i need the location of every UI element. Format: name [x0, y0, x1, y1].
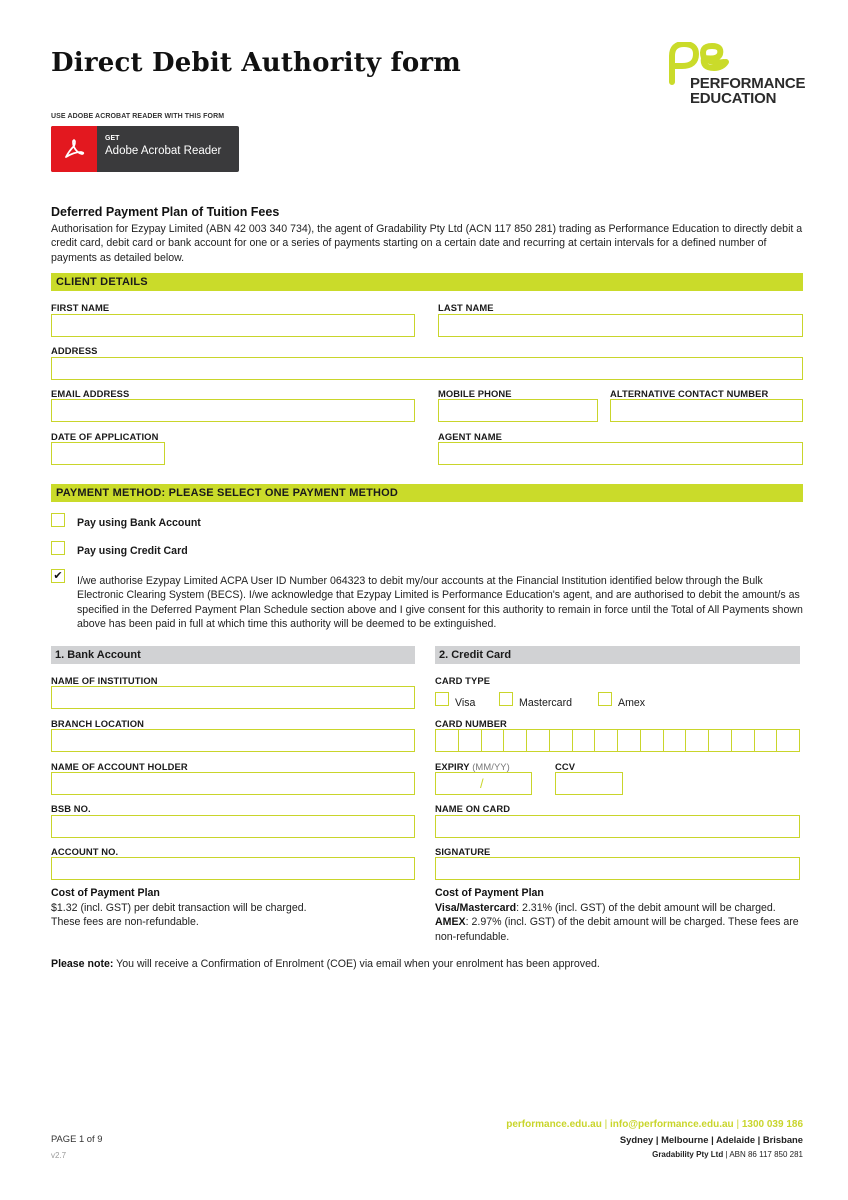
bank-account-header: 1. Bank Account: [51, 646, 415, 664]
alt-contact-input[interactable]: [610, 399, 803, 422]
card-digit-box[interactable]: [732, 730, 755, 751]
authorise-checkbox[interactable]: ✔: [51, 569, 65, 583]
page-title: Direct Debit Authority form: [51, 48, 461, 78]
card-digit-box[interactable]: [504, 730, 527, 751]
footer-contacts: performance.edu.au | info@performance.edu.au | 1300 039 186: [506, 1119, 803, 1130]
card-digit-box[interactable]: [595, 730, 618, 751]
version-label: v2.7: [51, 1151, 67, 1160]
card-digit-box[interactable]: [755, 730, 778, 751]
card-digit-box[interactable]: [709, 730, 732, 751]
expiry-label: EXPIRY (MM/YY): [435, 761, 510, 772]
intro-heading: Deferred Payment Plan of Tuition Fees: [51, 205, 280, 219]
acrobat-icon: [51, 126, 97, 172]
branch-input[interactable]: [51, 729, 415, 752]
expiry-separator: /: [480, 776, 484, 791]
email-input[interactable]: [51, 399, 415, 422]
card-digit-box[interactable]: [573, 730, 596, 751]
visa-checkbox[interactable]: [435, 692, 449, 706]
card-digit-box[interactable]: [664, 730, 687, 751]
mobile-label: MOBILE PHONE: [438, 388, 512, 399]
branch-label: BRANCH LOCATION: [51, 718, 144, 729]
phone-link[interactable]: 1300 039 186: [741, 1119, 803, 1130]
mastercard-label: Mastercard: [519, 697, 572, 709]
card-digit-box[interactable]: [527, 730, 550, 751]
institution-label: NAME OF INSTITUTION: [51, 675, 158, 686]
mobile-input[interactable]: [438, 399, 598, 422]
date-of-application-input[interactable]: [51, 442, 165, 465]
bank-account-option-label: Pay using Bank Account: [77, 517, 201, 529]
email-label: EMAIL ADDRESS: [51, 388, 130, 399]
card-cost-heading: Cost of Payment Plan: [435, 887, 544, 899]
card-digit-box[interactable]: [641, 730, 664, 751]
card-digit-box[interactable]: [777, 730, 799, 751]
first-name-label: FIRST NAME: [51, 302, 110, 313]
account-no-input[interactable]: [51, 857, 415, 880]
credit-card-checkbox[interactable]: [51, 541, 65, 555]
bank-cost-text: $1.32 (incl. GST) per debit transaction will be charged. These fees are non-refundable.: [51, 902, 307, 929]
account-holder-label: NAME OF ACCOUNT HOLDER: [51, 761, 188, 772]
first-name-input[interactable]: [51, 314, 415, 337]
last-name-input[interactable]: [438, 314, 803, 337]
page-number: PAGE 1 of 9: [51, 1133, 103, 1144]
email-link[interactable]: info@performance.edu.au: [609, 1119, 734, 1130]
card-number-input[interactable]: [435, 729, 800, 752]
card-digit-box[interactable]: [618, 730, 641, 751]
mastercard-checkbox[interactable]: [499, 692, 513, 706]
visa-label: Visa: [455, 697, 476, 709]
bank-cost-heading: Cost of Payment Plan: [51, 887, 160, 899]
card-digit-box[interactable]: [459, 730, 482, 751]
bsb-input[interactable]: [51, 815, 415, 838]
account-holder-input[interactable]: [51, 772, 415, 795]
ccv-input[interactable]: [555, 772, 623, 795]
last-name-label: LAST NAME: [438, 302, 494, 313]
name-on-card-label: NAME ON CARD: [435, 803, 511, 814]
date-of-application-label: DATE OF APPLICATION: [51, 431, 159, 442]
card-digit-box[interactable]: [550, 730, 573, 751]
acrobat-name-label: Adobe Acrobat Reader: [105, 145, 222, 157]
amex-label: Amex: [618, 697, 646, 709]
account-no-label: ACCOUNT NO.: [51, 846, 119, 857]
alt-contact-label: ALTERNATIVE CONTACT NUMBER: [610, 388, 769, 399]
ccv-label: CCV: [555, 761, 576, 772]
please-note: Please note: You will receive a Confirmation of Enrolment (COE) via email when your enrolment has been approved.: [51, 958, 600, 970]
card-digit-box[interactable]: [482, 730, 505, 751]
card-number-label: CARD NUMBER: [435, 718, 507, 729]
intro-text: Authorisation for Ezypay Limited (ABN 42 003 340 734), the agent of Gradability Pty Ltd (ACN 117 850 281) trading as Performance Education to directly debit a credit card, debit card or bank account for one or a series of payments starting on a certain date and recurring at certain intervals for a defined number of payments as detailed below.: [51, 223, 803, 264]
card-type-label: CARD TYPE: [435, 675, 491, 686]
signature-label: SIGNATURE: [435, 846, 491, 857]
signature-input[interactable]: [435, 857, 800, 880]
credit-card-option-label: Pay using Credit Card: [77, 545, 188, 557]
authorise-text: I/we authorise Ezypay Limited ACPA User ID Number 064323 to debit my/our accounts at the Financial Institution identified below through the Bulk Electronic Clearing System (BECS). I/we acknowledge that Ezypay Limited is Performance Education's agent, and are authorised to debit the amount/s as specified in the Deferred Payment Plan Schedule section above and I give consent for this authority to remain in force until the Total of All Payments shown above has been paid in full at which time this authority will be deemed to be extinguished.: [77, 575, 803, 631]
agent-name-input[interactable]: [438, 442, 803, 465]
get-acrobat-button[interactable]: [51, 126, 239, 172]
institution-input[interactable]: [51, 686, 415, 709]
website-link[interactable]: performance.edu.au: [506, 1119, 602, 1130]
acrobat-get-label: GET: [105, 135, 120, 142]
acrobat-note: USE ADOBE ACROBAT READER WITH THIS FORM: [51, 113, 225, 120]
name-on-card-input[interactable]: [435, 815, 800, 838]
address-label: ADDRESS: [51, 345, 98, 356]
card-digit-box[interactable]: [436, 730, 459, 751]
amex-checkbox[interactable]: [598, 692, 612, 706]
card-cost-text: Visa/Mastercard: 2.31% (incl. GST) of the debit amount will be charged. AMEX: 2.97% (incl. GST) of the debit amount will be charged. These fees are non-refundable.: [435, 902, 799, 943]
bsb-label: BSB NO.: [51, 803, 91, 814]
logo-wordmark: PERFORMANCE EDUCATION: [690, 75, 806, 107]
bank-account-checkbox[interactable]: [51, 513, 65, 527]
credit-card-header: 2. Credit Card: [435, 646, 800, 664]
address-input[interactable]: [51, 357, 803, 380]
card-digit-box[interactable]: [686, 730, 709, 751]
payment-method-header: PAYMENT METHOD: PLEASE SELECT ONE PAYMENT METHOD: [51, 484, 803, 502]
client-details-header: CLIENT DETAILS: [51, 273, 803, 291]
footer-company: Gradability Pty Ltd | ABN 86 117 850 281: [652, 1150, 803, 1159]
agent-name-label: AGENT NAME: [438, 431, 503, 442]
footer-cities: Sydney | Melbourne | Adelaide | Brisbane: [619, 1134, 803, 1145]
